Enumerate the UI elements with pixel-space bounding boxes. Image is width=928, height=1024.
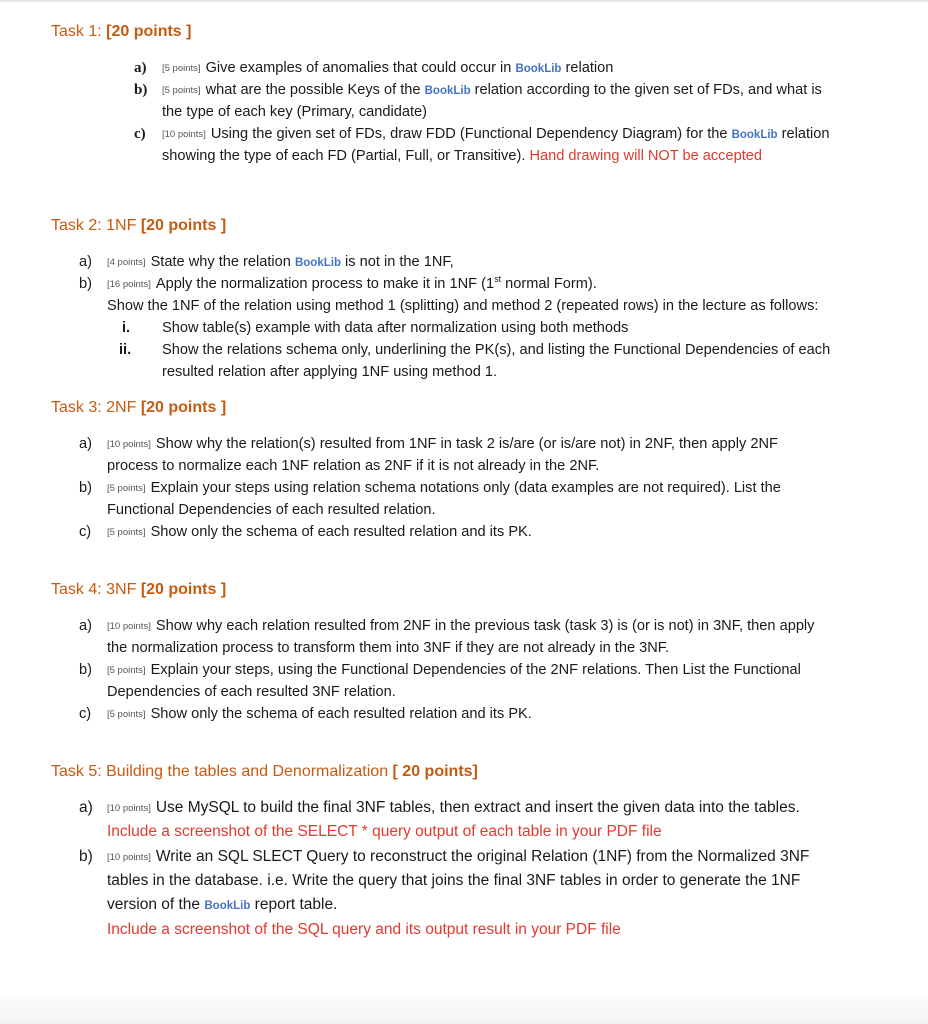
- task1-a-marker: a): [134, 60, 147, 76]
- page-top-edge: [0, 0, 928, 2]
- relation-name: BookLib: [515, 63, 562, 75]
- text-fragment: relation according to the given set of FDs, and what is: [470, 82, 822, 98]
- task5-a-marker: a): [79, 799, 93, 816]
- task3-a-text-line2: process to normalize each 1NF relation as 2NF if it is not already in the 2NF.: [107, 458, 600, 474]
- text-fragment: Apply the normalization process to make it in 1NF (1: [155, 276, 495, 292]
- superscript: st: [494, 274, 502, 285]
- task4-title: Task 4: 3NF: [51, 581, 141, 598]
- text-fragment: Write an SQL SLECT Query to reconstruct the original Relation (1NF) from the Normalized 3NF: [155, 848, 810, 865]
- task3-a-marker: a): [79, 436, 92, 452]
- task2-b-text: [107, 274, 597, 296]
- task4-c-text: [107, 704, 532, 726]
- text-fragment: Explain your steps using relation schema notations only (data examples are not required). List the: [150, 480, 781, 496]
- relation-name: BookLib: [204, 900, 251, 912]
- task2-points: [20 points ]: [140, 217, 227, 234]
- task3-heading: [51, 398, 226, 418]
- text-fragment: Explain your steps, using the Functional Dependencies of the 2NF relations. Then List the Functional: [150, 662, 801, 678]
- page-bottom-edge: [0, 990, 928, 1024]
- task5-heading: [51, 762, 478, 782]
- task5-b-warning: Include a screenshot of the SQL query and its output result in your PDF file: [107, 921, 621, 938]
- text-fragment: Use MySQL to build the final 3NF tables, then extract and insert the given data into the tables.: [155, 799, 800, 816]
- task1-a-text: [162, 58, 613, 80]
- task1-heading: [51, 22, 191, 42]
- text-fragment: normal Form).: [501, 276, 597, 292]
- text-fragment: version of the: [107, 896, 205, 913]
- task5-a-warning: Include a screenshot of the SELECT * query output of each table in your PDF file: [107, 823, 662, 840]
- points-label: [10 points]: [107, 439, 151, 450]
- points-label: [5 points]: [107, 483, 146, 494]
- points-label: [10 points]: [107, 621, 151, 632]
- task2-a-marker: a): [79, 254, 92, 270]
- task2-ii-text: Show the relations schema only, underlining the PK(s), and listing the Functional Dependencies of each: [162, 342, 831, 358]
- text-fragment: relation: [777, 126, 830, 142]
- points-label: [16 points]: [107, 279, 151, 290]
- task1-c-marker: c): [134, 126, 146, 142]
- task1-c-text: [162, 124, 830, 146]
- text-fragment: Show why each relation resulted from 2NF in the previous task (task 3) is (or is not) in 3NF, then apply: [155, 618, 815, 634]
- task5-b-text-line3: [107, 895, 337, 916]
- task4-b-text-line2: Dependencies of each resulted 3NF relation.: [107, 684, 396, 700]
- text-fragment: Give examples of anomalies that could occur in: [205, 60, 516, 76]
- task4-points: [20 points ]: [140, 581, 227, 598]
- task2-ii-marker: ii.: [119, 342, 132, 358]
- task3-b-text-line2: Functional Dependencies of each resulted relation.: [107, 502, 436, 518]
- points-label: [4 points]: [107, 257, 146, 268]
- text-fragment: Using the given set of FDs, draw FDD (Functional Dependency Diagram) for the: [210, 126, 732, 142]
- task2-b-text-line2: Show the 1NF of the relation using method 1 (splitting) and method 2 (repeated rows) in the lecture as follows:: [107, 298, 819, 314]
- task3-b-text: [107, 478, 781, 500]
- task2-i-text: Show table(s) example with data after normalization using both methods: [162, 320, 629, 336]
- text-fragment: Show only the schema of each resulted relation and its PK.: [150, 524, 532, 540]
- text-fragment: relation: [561, 60, 614, 76]
- points-label: [5 points]: [107, 665, 146, 676]
- task1-b-text-line2: the type of each key (Primary, candidate): [162, 104, 427, 120]
- task5-b-text-line2: tables in the database. i.e. Write the query that joins the final 3NF tables in order to generate the 1NF: [107, 872, 801, 889]
- points-label: [5 points]: [107, 709, 146, 720]
- task1-b-marker: b): [134, 82, 148, 98]
- task2-b-marker: b): [79, 276, 92, 292]
- task3-a-text: [107, 434, 778, 456]
- points-label: [10 points]: [162, 129, 206, 140]
- task3-title: Task 3: 2NF: [51, 399, 141, 416]
- points-label: [5 points]: [107, 527, 146, 538]
- task5-points: [ 20 points]: [392, 763, 478, 780]
- task5-a-text: [107, 798, 800, 820]
- task4-a-text-line2: the normalization process to transform them into 3NF if they are not already in the 3NF.: [107, 640, 670, 656]
- points-label: [10 points]: [107, 803, 151, 814]
- task4-b-text: [107, 660, 801, 682]
- task2-ii-text-line2: resulted relation after applying 1NF using method 1.: [162, 364, 498, 380]
- text-fragment: showing the type of each FD (Partial, Full, or Transitive).: [162, 148, 530, 164]
- task1-title: Task 1:: [51, 23, 107, 40]
- relation-name: BookLib: [731, 129, 778, 141]
- text-fragment: is not in the 1NF,: [340, 254, 454, 270]
- task4-b-marker: b): [79, 662, 92, 678]
- relation-name: BookLib: [424, 85, 471, 97]
- task1-points: [20 points ]: [106, 23, 192, 40]
- task2-heading: [51, 216, 226, 236]
- text-fragment: report table.: [250, 896, 338, 913]
- task3-c-marker: c): [79, 524, 92, 540]
- relation-name: BookLib: [294, 257, 341, 269]
- task5-b-marker: b): [79, 848, 93, 865]
- task5-b-text: [107, 847, 809, 869]
- task4-a-text: [107, 616, 814, 638]
- points-label: [5 points]: [162, 85, 201, 96]
- text-fragment: Show why the relation(s) resulted from 1NF in task 2 is/are (or is/are not) in 2NF, then apply 2NF: [155, 436, 778, 452]
- task5-title: Task 5: Building the tables and Denormalization: [51, 763, 393, 780]
- task2-i-marker: i.: [122, 320, 131, 336]
- task1-c-text-line2: [162, 146, 762, 166]
- task4-heading: [51, 580, 226, 600]
- points-label: [10 points]: [107, 852, 151, 863]
- task4-a-marker: a): [79, 618, 92, 634]
- task3-points: [20 points ]: [140, 399, 227, 416]
- text-fragment: what are the possible Keys of the: [205, 82, 425, 98]
- text-fragment: Show only the schema of each resulted relation and its PK.: [150, 706, 532, 722]
- points-label: [5 points]: [162, 63, 201, 74]
- task4-c-marker: c): [79, 706, 92, 722]
- task2-a-text: [107, 252, 454, 274]
- warning-text: Hand drawing will NOT be accepted: [529, 148, 762, 164]
- task3-c-text: [107, 522, 532, 544]
- task1-b-text: [162, 80, 822, 102]
- task3-b-marker: b): [79, 480, 92, 496]
- text-fragment: State why the relation: [150, 254, 295, 270]
- task2-title: Task 2: 1NF: [51, 217, 141, 234]
